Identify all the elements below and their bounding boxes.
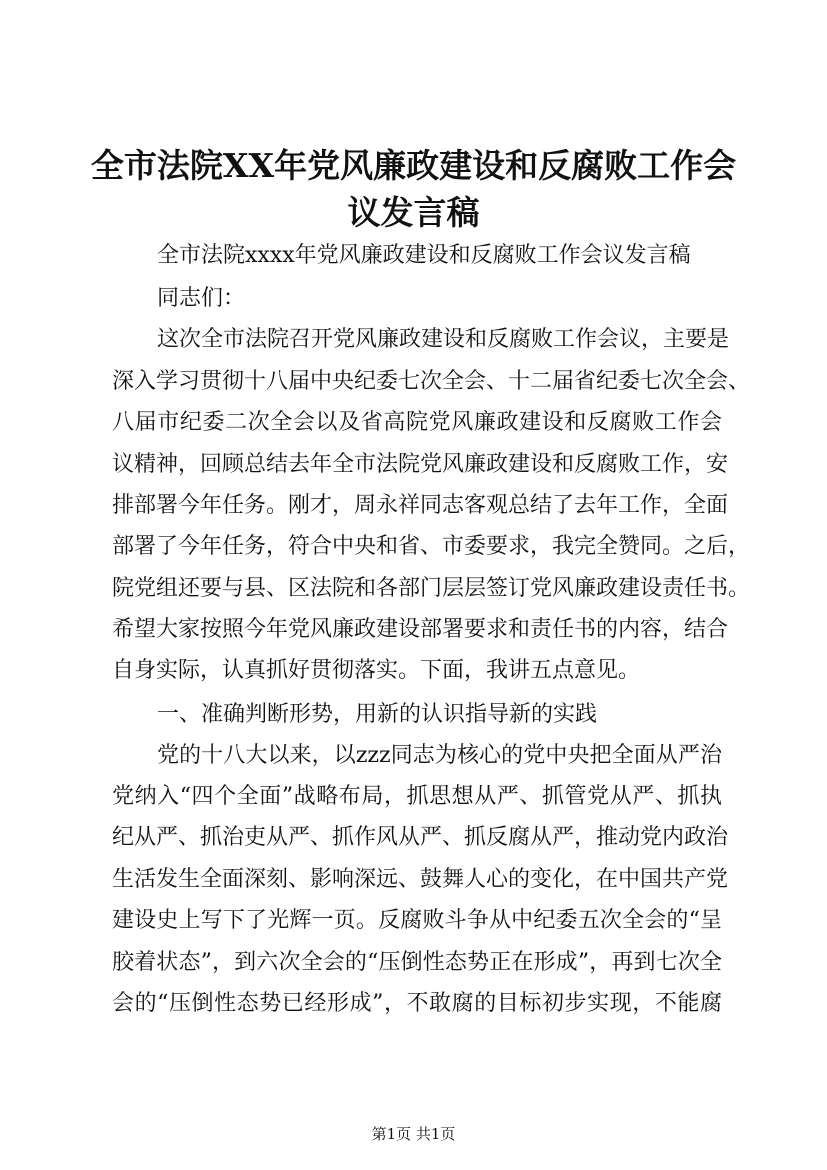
paragraph-line: 胶着状态”，到六次全会的“压倒性态势正在形成”，再到七次全 <box>112 950 722 975</box>
subtitle-line: 全市法院xxxx年党风廉政建设和反腐败工作会议发言稿 <box>157 243 691 268</box>
paragraph-line: 排部署今年任务。刚才，周永祥同志客观总结了去年工作，全面 <box>112 493 729 518</box>
paragraph-line: 八届市纪委二次全会以及省高院党风廉政建设和反腐败工作会 <box>112 410 722 435</box>
paragraph-line: 建设史上写下了光辉一页。反腐败斗争从中纪委五次全会的“呈 <box>112 908 722 933</box>
paragraph-line: 深入学习贯彻十八届中央纪委七次全会、十二届省纪委七次全会、 <box>112 369 751 394</box>
paragraph-line: 纪从严、抓治吏从严、抓作风从严、抓反腐从严，推动党内政治 <box>112 825 729 850</box>
paragraph-line: 党纳入“四个全面”战略布局，抓思想从严、抓管党从严、抓执 <box>112 784 722 809</box>
paragraph-line: 院党组还要与县、区法院和各部门层层签订党风廉政建设责任书。 <box>112 576 751 601</box>
paragraph-line: 会的“压倒性态势已经形成”，不敢腐的目标初步实现，不能腐 <box>112 991 722 1016</box>
paragraph-line: 生活发生全面深刻、影响深远、鼓舞人心的变化，在中国共产党 <box>112 867 729 892</box>
paragraph-line: 议精神，回顾总结去年全市法院党风廉政建设和反腐败工作，安 <box>112 452 729 477</box>
salutation: 同志们： <box>157 286 246 311</box>
paragraph-line: 自身实际，认真抓好贯彻落实。下面，我讲五点意见。 <box>112 658 641 683</box>
paragraph-line: 希望大家按照今年党风廉政建设部署要求和责任书的内容，结合 <box>112 617 729 642</box>
page-footer: 第1页 共1页 <box>371 1125 456 1143</box>
section-heading: 一、准确判断形势，用新的认识指导新的实践 <box>157 702 598 727</box>
paragraph-line: 党的十八大以来，以zzz同志为核心的党中央把全面从严治 <box>157 743 722 768</box>
document-title-line-1: 全市法院XX年党风廉政建设和反腐败工作会 <box>90 146 737 185</box>
paragraph-line: 部署了今年任务，符合中央和省、市委要求，我完全赞同。之后， <box>112 534 751 559</box>
paragraph-line: 这次全市法院召开党风廉政建设和反腐败工作会议，主要是 <box>157 327 730 352</box>
document-title-line-2: 议发言稿 <box>347 193 480 232</box>
